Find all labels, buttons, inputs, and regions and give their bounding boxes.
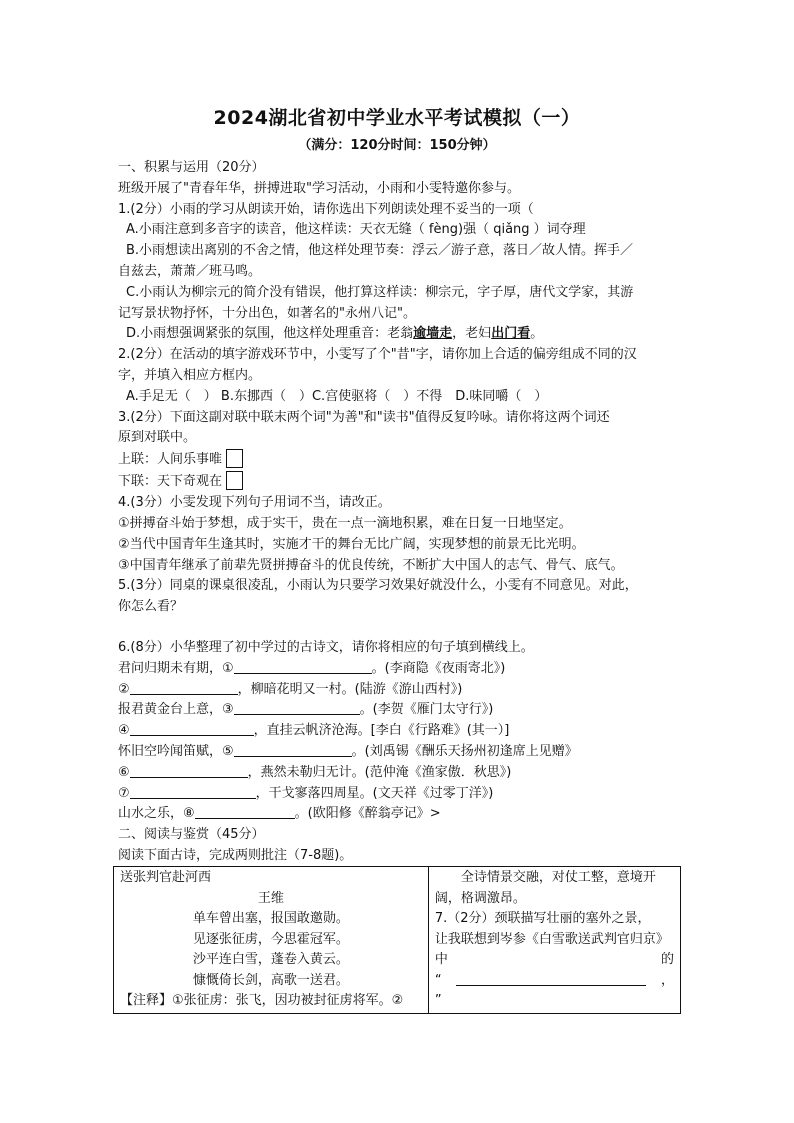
q7-line-3: 中 的: [434, 952, 674, 967]
exam-subtitle: （满分：120分时间：150分钟）: [298, 138, 496, 153]
poem-line-3: 沙平连白雪，蓬卷入黄云。: [192, 952, 349, 967]
poem-line-4: 慷慨倚长剑，高歌一送君。: [192, 972, 349, 988]
answer-box-lower[interactable]: [226, 471, 243, 490]
poem-annotation-table: [113, 866, 681, 1014]
q1-option-d: D.小雨想强调紧张的氛围，他这样处理重音：老翁逾墙走，老妇出门看。: [126, 326, 544, 342]
q1-option-c-line1: C.小雨认为柳宗元的简介没有错误，他打算这样读：柳宗元，字子厚，唐代文学家，其游: [126, 284, 634, 300]
poem-author: 王维: [257, 890, 284, 906]
q4-sentence-1: ①拼搏奋斗始于梦想，成于实干，贵在一点一滴地积累，难在日复一日地坚定。: [118, 515, 572, 531]
q7-line-1: 7.（2分）颈联描写壮丽的塞外之景，: [434, 911, 651, 926]
annotation-cell: [428, 867, 680, 1014]
q4-sentence-3: ③中国青年继承了前辈先贤拼搏奋斗的优良传统，不断扩大中国人的志气、骨气、底气。: [118, 557, 624, 573]
fill-blank-1[interactable]: [234, 659, 372, 674]
q2-stem-line2: 字，并填入相应方框内。: [118, 367, 262, 383]
poem-cell: [114, 867, 429, 1014]
q2-options: A.手足无（ ） B.东挪西（ ）C.宫使驱将（ ）不得 D.味同嚼（ ）: [126, 388, 548, 404]
section-2-intro: 阅读下面古诗，完成两则批注（7-8题)。: [118, 847, 353, 863]
section-2-heading: 二、阅读与鉴赏（45分）: [118, 827, 265, 843]
q3-stem-line1: 3.(2分）下面这副对联中联末两个词"为善"和"读书"值得反复吟咏。请你将这两个词还: [118, 409, 610, 425]
fill-blank-2[interactable]: [130, 680, 238, 695]
couplet-lower: 下联：天下奇观在: [118, 471, 684, 493]
q6-line-1: 君问归期未有期，① 。(李商隐《夜雨寄北》): [118, 660, 506, 676]
q4-sentence-2: ②当代中国青年生逢其时，实施才干的舞台无比广阔，实现梦想的前景无比光明。: [118, 536, 585, 552]
fill-blank-4[interactable]: [130, 721, 254, 736]
q7-line-5: ”: [434, 993, 442, 1008]
poem-title: 送张判官赴河西: [120, 870, 212, 885]
q4-stem: 4.(3分）小雯发现下列句子用词不当，请改正。: [118, 495, 391, 511]
q1-stem: 1.(2分）小雨的学习从朗读开始，请你选出下列朗读处理不妥当的一项（: [118, 201, 534, 217]
q5-stem-line1: 5.(3分）同桌的课桌很凌乱，小雨认为只要学习效果好就没什么，小雯有不同意见。对此，: [118, 578, 638, 594]
q7-fill-blank[interactable]: [456, 971, 646, 986]
annotation-line-1: 全诗情景交融，对仗工整，意境开: [460, 870, 656, 885]
q1-option-c-line2: 记写景状物抒怀，十分出色，如著名的"永州八记"。: [118, 305, 416, 321]
answer-box-upper[interactable]: [226, 449, 243, 468]
exam-body: [118, 158, 684, 867]
q6-line-4: ④ ，直挂云帆济沧海。[李白《行路难》(其一）]: [118, 723, 510, 739]
q6-line-6: ⑥ ，燕然未勒归无计。(范仲淹《渔家傲．秋思》): [118, 764, 512, 780]
q6-line-3: 报君黄金台上意，③ 。(李贺《雁门太守行》): [118, 702, 494, 718]
annotation-line-2: 阔，格调激昂。: [434, 890, 526, 906]
poem-line-1: 单车曾出塞，报国敢邀勋。: [192, 911, 349, 926]
section-1-heading: 一、积累与运用（20分）: [118, 160, 265, 175]
section-1-intro: 班级开展了"青春年华，拼搏进取"学习活动，小雨和小雯特邀你参与。: [118, 180, 520, 196]
q1-option-a: A.小雨注意到多音字的读音，他这样读：天衣无缝（ fèng)强（ qiǎng ）词夺理: [126, 222, 586, 238]
q5-stem-line2: 你怎么看？: [118, 599, 184, 615]
q6-line-8: 山水之乐，⑧ 。(欧阳修《醉翁亭记》>: [118, 806, 441, 822]
stress-word-1: 逾墙走: [413, 326, 453, 342]
fill-blank-8[interactable]: [195, 804, 295, 819]
stress-word-2: 出门看: [491, 326, 531, 342]
q7-line-4: “ ，: [434, 972, 674, 988]
q7-line-2: 让我联想到岑参《白雪歌送武判官归京》: [434, 931, 669, 947]
q1-option-b-line1: B.小雨想读出离别的不舍之情，他这样处理节奏：浮云／游子意，落日／故人情。挥手／: [126, 243, 634, 259]
fill-blank-7[interactable]: [130, 784, 256, 799]
poem-line-2: 见逐张征虏，今思霍冠军。: [192, 931, 349, 947]
q6-stem: 6.(8分）小华整理了初中学过的古诗文，请你将相应的句子填到横线上。: [118, 639, 534, 655]
q6-line-2: ② ，柳暗花明又一村。(陆游《游山西村》): [118, 681, 463, 697]
poem-note: 【注释】①张征虏：张飞，因功被封征虏将军。②: [120, 993, 404, 1008]
fill-blank-3[interactable]: [234, 700, 360, 715]
q6-line-7: ⑦ ，干戈寥落四周星。(文天祥《过零丁洋》): [118, 785, 494, 801]
fill-blank-6[interactable]: [130, 763, 248, 778]
fill-blank-5[interactable]: [234, 742, 352, 757]
q1-option-b-line2: 自兹去，萧萧／班马鸣。: [118, 263, 262, 279]
q2-stem-line1: 2.(2分）在活动的填字游戏环节中，小雯写了个"昔"字，请你加上合适的偏旁组成不同的汉: [118, 347, 637, 363]
exam-title: 2024湖北省初中学业水平考试模拟（一）: [213, 107, 581, 129]
couplet-upper: 上联：人间乐事唯: [118, 449, 684, 471]
q3-stem-line2: 原到对联中。: [118, 430, 197, 446]
q6-line-5: 怀旧空吟闻笛赋，⑤ 。(刘禹锡《酬乐天扬州初逢席上见赠》: [118, 743, 578, 759]
answer-space: [118, 618, 684, 638]
